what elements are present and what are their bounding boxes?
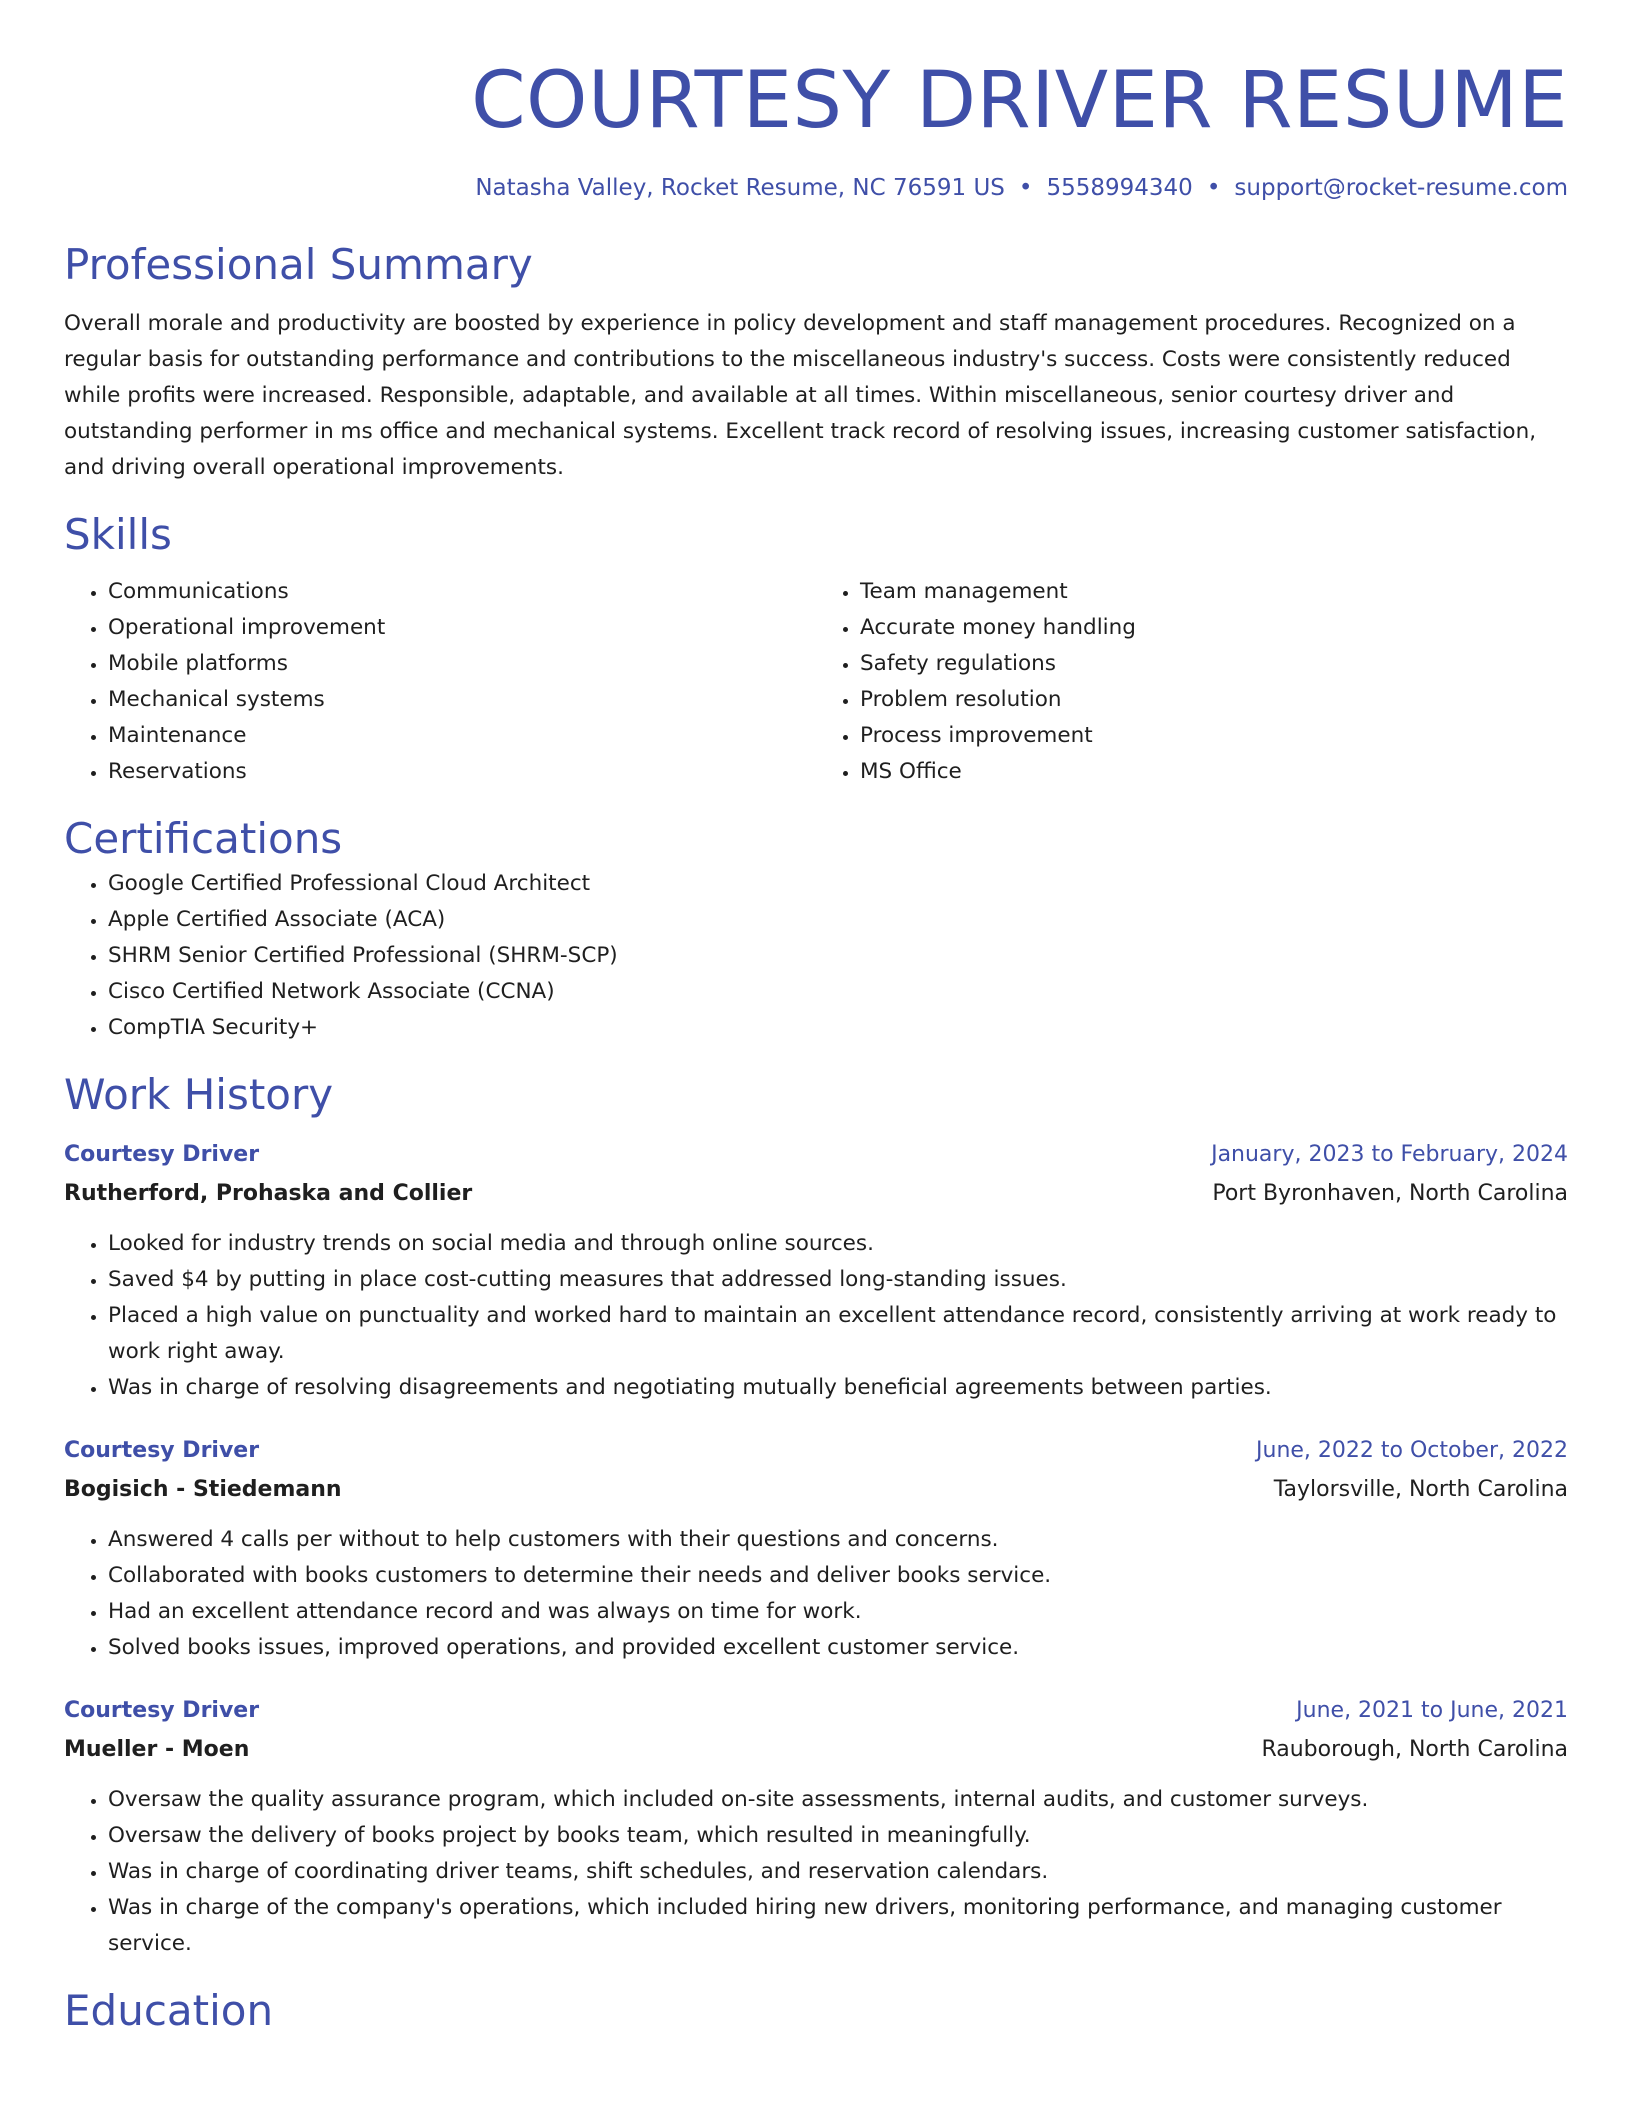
skills-column-right bbox=[816, 574, 1568, 790]
job-company: Bogisich - Stiedemann bbox=[64, 1477, 342, 1502]
job-entry bbox=[64, 1136, 1568, 1406]
job-bullet: • Saved $4 by putting in place cost-cutting measures that addressed long-standing issues. bbox=[108, 1262, 1568, 1298]
job-dates: June, 2021 to June, 2021 bbox=[1296, 1698, 1568, 1723]
job-title-row bbox=[64, 1692, 1568, 1730]
certification-item: • Apple Certified Associate (ACA) bbox=[108, 902, 1568, 938]
job-company-row bbox=[64, 1470, 1568, 1510]
job-bullet: • Had an excellent attendance record and was always on time for work. bbox=[108, 1594, 1568, 1630]
certifications-list bbox=[64, 866, 1568, 1046]
skill-item: • Accurate money handling bbox=[860, 610, 1568, 646]
contact-address: Natasha Valley, Rocket Resume, NC 76591 US bbox=[475, 175, 1005, 201]
job-bullet: • Solved books issues, improved operations, and provided excellent customer service. bbox=[108, 1630, 1568, 1666]
skill-item: • Maintenance bbox=[108, 718, 816, 754]
certification-item: • Cisco Certified Network Associate (CCNA) bbox=[108, 974, 1568, 1010]
job-entry bbox=[64, 1692, 1568, 1962]
contact-separator: • bbox=[1206, 175, 1221, 201]
job-location: Taylorsville, North Carolina bbox=[1273, 1477, 1568, 1502]
contact-line bbox=[64, 172, 1568, 204]
certification-item: • CompTIA Security+ bbox=[108, 1010, 1568, 1046]
skill-item: • Process improvement bbox=[860, 718, 1568, 754]
job-bullet: • Was in charge of the company's operations, which included hiring new drivers, monitoring performance, and managing customer service. bbox=[108, 1890, 1568, 1962]
job-bullets bbox=[64, 1226, 1568, 1406]
job-company-row bbox=[64, 1730, 1568, 1770]
job-bullet: • Placed a high value on punctuality and worked hard to maintain an excellent attendance record, consistently arriving at work ready to work right away. bbox=[108, 1298, 1568, 1370]
job-company: Rutherford, Prohaska and Collier bbox=[64, 1181, 473, 1206]
summary-text: Overall morale and productivity are boosted by experience in policy development and staff management procedures. Recognized on a regular basis for outstanding performance and contributions to the miscellaneous industry's success. Costs were consistently reduced while profits were increased. Responsible, adaptable, and available at all times. Within miscellaneous, senior courtesy driver and outstanding performer in ms office and mechanical systems. Excellent track record of resolving issues, increasing customer satisfaction, and driving overall operational improvements. bbox=[64, 311, 1537, 480]
skill-item: • Problem resolution bbox=[860, 682, 1568, 718]
job-title-row bbox=[64, 1136, 1568, 1174]
job-bullet: • Collaborated with books customers to determine their needs and deliver books service. bbox=[108, 1558, 1568, 1594]
job-bullet: • Oversaw the quality assurance program, which included on-site assessments, internal audits, and customer surveys. bbox=[108, 1782, 1568, 1818]
certification-item: • Google Certified Professional Cloud Architect bbox=[108, 866, 1568, 902]
work-history-heading: Work History bbox=[64, 1070, 334, 1119]
contact-email: support@rocket-resume.com bbox=[1234, 175, 1568, 201]
job-title: Courtesy Driver bbox=[64, 1142, 260, 1167]
resume-page bbox=[64, 0, 1568, 2038]
job-bullet: • Looked for industry trends on social media and through online sources. bbox=[108, 1226, 1568, 1262]
job-company: Mueller - Moen bbox=[64, 1737, 250, 1762]
job-bullets bbox=[64, 1782, 1568, 1962]
skills-column-left bbox=[64, 574, 816, 790]
job-location: Port Byronhaven, North Carolina bbox=[1212, 1181, 1568, 1206]
skill-item: • Mechanical systems bbox=[108, 682, 816, 718]
job-bullet: • Was in charge of resolving disagreements and negotiating mutually beneficial agreements between parties. bbox=[108, 1370, 1568, 1406]
skills-heading: Skills bbox=[64, 510, 172, 559]
skill-item: • Mobile platforms bbox=[108, 646, 816, 682]
skill-item: • Reservations bbox=[108, 754, 816, 790]
skill-item: • Safety regulations bbox=[860, 646, 1568, 682]
resume-header bbox=[64, 52, 1568, 204]
skill-item: • Communications bbox=[108, 574, 816, 610]
skill-item: • Team management bbox=[860, 574, 1568, 610]
job-entry bbox=[64, 1432, 1568, 1666]
contact-separator: • bbox=[1018, 175, 1033, 201]
job-bullet: • Oversaw the delivery of books project by books team, which resulted in meaningfully. bbox=[108, 1818, 1568, 1854]
job-title-row bbox=[64, 1432, 1568, 1470]
job-title: Courtesy Driver bbox=[64, 1698, 260, 1723]
job-company-row bbox=[64, 1174, 1568, 1214]
skill-item: • MS Office bbox=[860, 754, 1568, 790]
skills-list bbox=[64, 574, 1568, 790]
certifications-heading: Certifications bbox=[64, 814, 343, 863]
job-bullet: • Answered 4 calls per without to help customers with their questions and concerns. bbox=[108, 1522, 1568, 1558]
certification-item: • SHRM Senior Certified Professional (SHRM-SCP) bbox=[108, 938, 1568, 974]
job-bullet: • Was in charge of coordinating driver teams, shift schedules, and reservation calendars. bbox=[108, 1854, 1568, 1890]
skill-item: • Operational improvement bbox=[108, 610, 816, 646]
job-title: Courtesy Driver bbox=[64, 1438, 260, 1463]
education-heading: Education bbox=[64, 1986, 274, 2035]
job-bullets bbox=[64, 1522, 1568, 1666]
contact-phone: 5558994340 bbox=[1046, 175, 1193, 201]
resume-title: COURTESY DRIVER RESUME bbox=[471, 56, 1568, 146]
summary-heading: Professional Summary bbox=[64, 240, 533, 289]
job-dates: January, 2023 to February, 2024 bbox=[1211, 1142, 1568, 1167]
job-dates: June, 2022 to October, 2022 bbox=[1256, 1438, 1568, 1463]
job-location: Rauborough, North Carolina bbox=[1261, 1737, 1568, 1762]
